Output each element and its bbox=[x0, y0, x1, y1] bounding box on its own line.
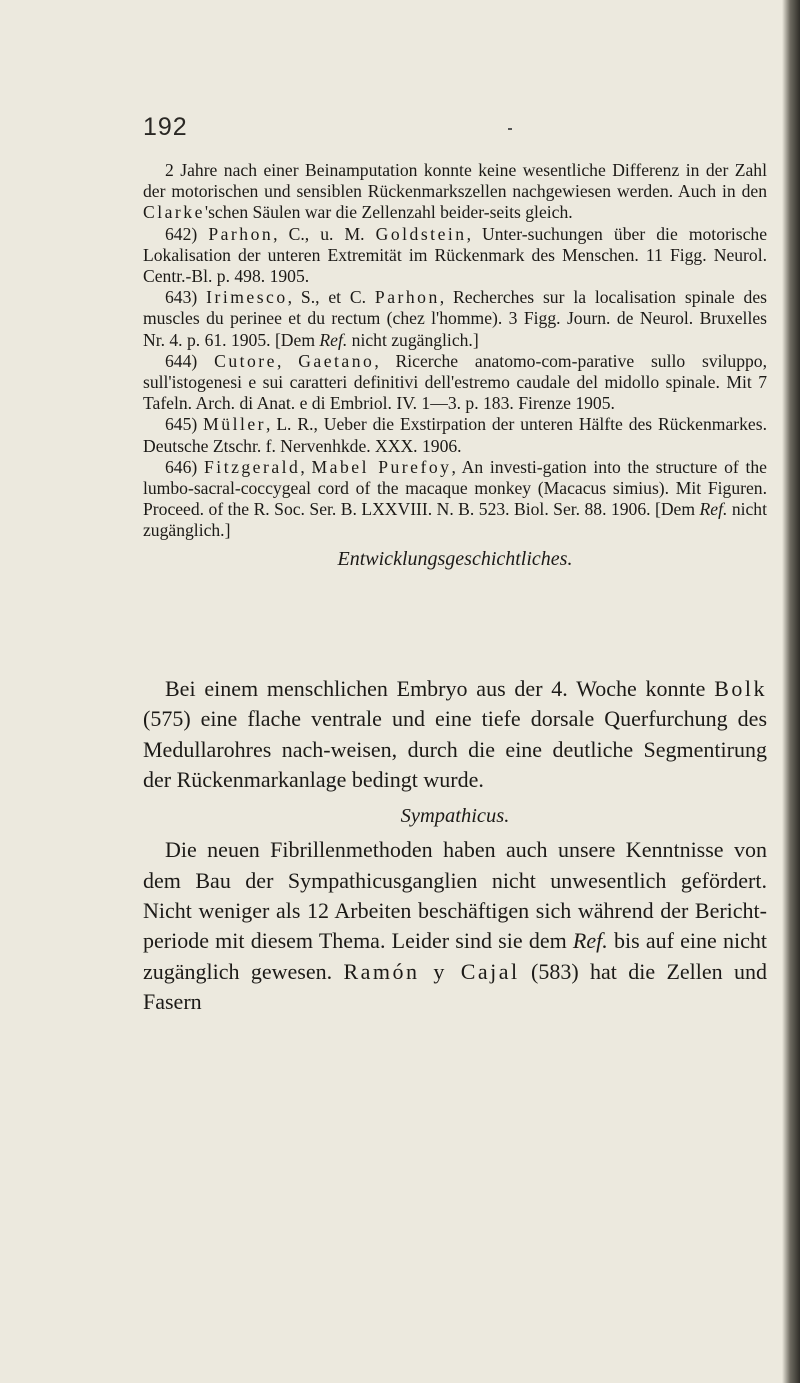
reference-646: 646) Fitzgerald, Mabel Purefoy, An investi-gation into the structure of the lumbo-sacral-coccygeal cord of the macaque monkey (Macacus simius). Mit Figuren. Proceed. of the R. Soc. Ser. B. LXXVIII. N. B. 523. Biol. Ser. 88. 1906. [Dem Ref. nicht zugänglich.] bbox=[143, 456, 767, 541]
print-speck bbox=[508, 128, 512, 130]
page-edge-shadow bbox=[782, 0, 800, 1383]
reference-643: 643) Irimesco, S., et C. Parhon, Recherches sur la localisation spinale des muscles du perinee et du rectum (chez l'homme). 3 Figg. Journ. de Neurol. Bruxelles Nr. 4. p. 61. 1905. [Dem Ref. nicht zugänglich.] bbox=[143, 287, 767, 350]
body-text-block bbox=[143, 674, 767, 1017]
paragraph-embryo: Bei einem menschlichen Embryo aus der 4. Woche konnte Bolk (575) eine flache ventrale und eine tiefe dorsale Querfurchung des Medullarohres nach-weisen, durch die eine deutliche Segmentirung der Rückenmarkanlage bedingt wurde. bbox=[143, 676, 767, 792]
page-number: 192 bbox=[143, 113, 188, 141]
reference-644: 644) Cutore, Gaetano, Ricerche anatomo-com-parative sullo sviluppo, sull'istogenesi e sui caratteri definitivi dell'estremo caudale del midollo spinale. Mit 7 Tafeln. Arch. di Anat. e di Embriol. IV. 1—3. p. 183. Firenze 1905. bbox=[143, 350, 768, 414]
section-heading-entwicklung: Entwicklungsgeschichtliches. bbox=[337, 547, 573, 570]
paragraph-sympathicus: Die neuen Fibrillenmethoden haben auch unsere Kenntnisse von dem Bau der Sympathicusganglien nicht unwesentlich gefördert. Nicht weniger als 12 Arbeiten beschäftigen sich während der Bericht-periode mit diesem Thema. Leider sind sie dem Ref. bis auf eine nicht zugänglich gewesen. Ramón y Cajal (583) hat die Zellen und Fasern bbox=[143, 837, 767, 1014]
reference-continuation: 2 Jahre nach einer Beinamputation konnte keine wesentliche Differenz in der Zahl der motorischen und sensiblen Rückenmarkszellen nachgewiesen werden. Auch in den Clarke'schen Säulen war die Zellenzahl beider-seits gleich. bbox=[143, 160, 767, 223]
section-heading-sympathicus: Sympathicus. bbox=[400, 805, 510, 828]
references-block bbox=[143, 160, 767, 570]
reference-645: 645) Müller, L. R., Ueber die Exstirpation der unteren Hälfte des Rückenmarkes. Deutsche Ztschr. f. Nervenhkde. XXX. 1906. bbox=[143, 414, 767, 456]
reference-642: 642) Parhon, C., u. M. Goldstein, Unter-suchungen über die motorische Lokalisation der unteren Extremität im Rückenmark des Menschen. 11 Figg. Neurol. Centr.-Bl. p. 498. 1905. bbox=[143, 223, 767, 287]
